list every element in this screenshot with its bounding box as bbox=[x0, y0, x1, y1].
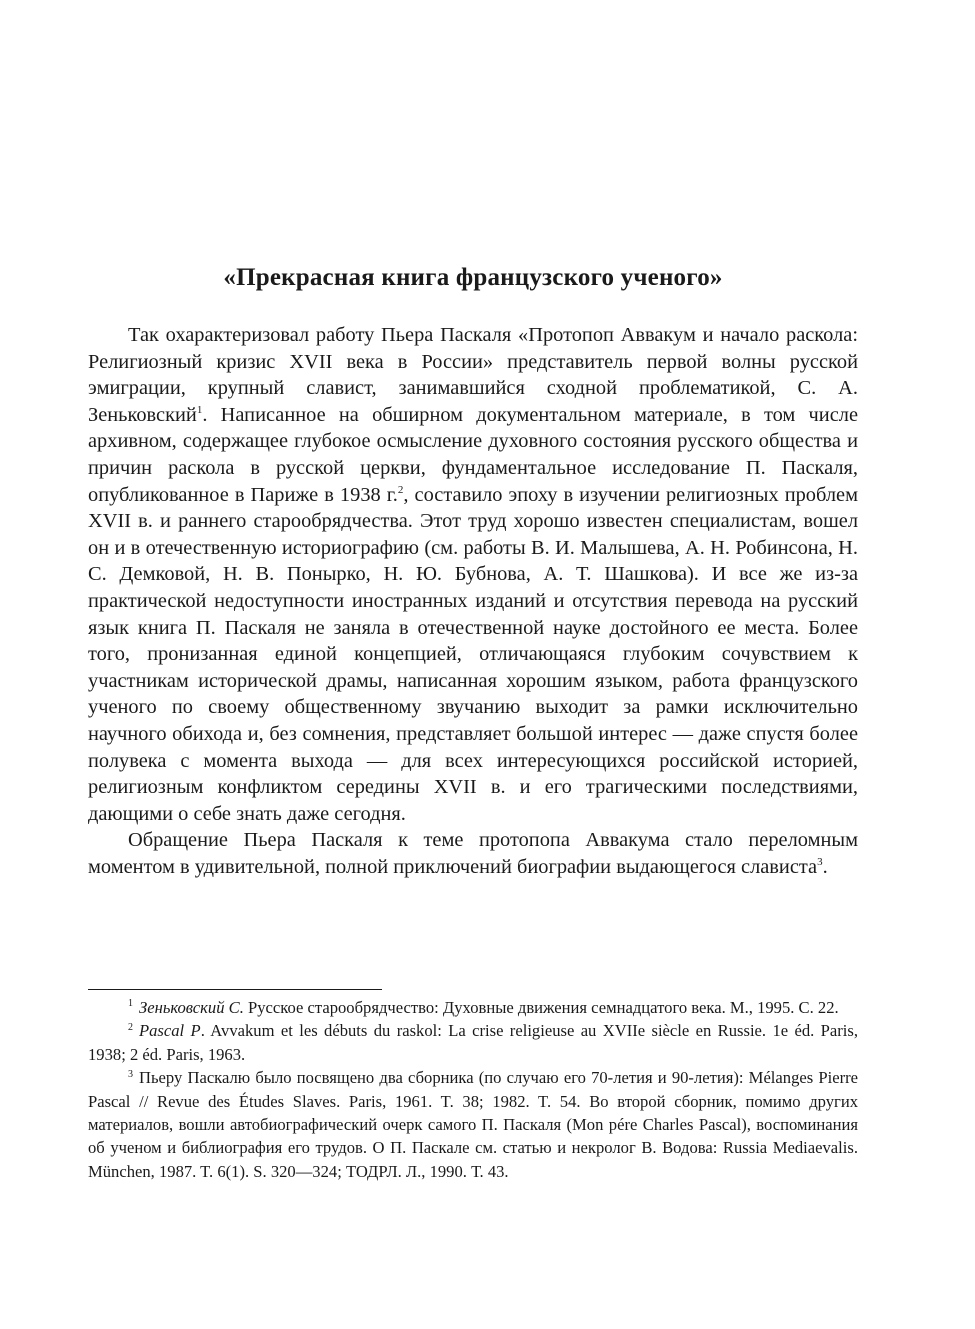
footnote-text: Пьеру Паскалю было посвящено два сборника (по случаю его 70-летия и 90-летия): Mélanges Pierre Pascal // Revue des Études Slaves. Paris, 1961. T. 38; 1982. T. 54. Во второй сборник, помимо других материалов, вошли автобиографический очерк самого П. Паскаля (Mon pére Charles Pascal), воспоминания об ученом и библиография его трудов. О П. Паскале см. статью и некролог В. Водова: Russia Mediaevalis. München, 1987. T. 6(1). S. 320—324; ТОДРЛ. Л., 1990. Т. 43. bbox=[88, 1068, 858, 1181]
paragraph-text: Обращение Пьера Паскаля к теме протопопа Аввакума стало переломным моментом в удивительной, полной приключений биографии выдающегося слависта bbox=[88, 829, 858, 878]
paragraph-text: Так охарактеризовал работу Пьера Паскаля «Протопоп Аввакум и начало раскола: Религиозный кризис XVII века в России» представитель первой волны русской эмиграции, крупный славист, занимавшийся сходной проблематикой, С. А. Зеньковский bbox=[88, 324, 858, 426]
footnote-text: . Avvakum et les débuts du raskol: La crise religieuse au XVIIe siècle en Russie. 1e éd. Paris, 1938; 2 éd. Paris, 1963. bbox=[88, 1021, 859, 1064]
footnote-author: Зеньковский С. bbox=[139, 998, 244, 1017]
footnote-ref-1[interactable]: 1 bbox=[196, 403, 203, 416]
footnote-2 bbox=[88, 1019, 858, 1066]
footnote-ref-3[interactable]: 3 bbox=[817, 856, 823, 869]
main-text bbox=[88, 322, 858, 880]
footnotes bbox=[88, 996, 858, 1183]
paragraph-text: , составило эпоху в изучении религиозных проблем XVII в. и раннего старообрядчества. Этот труд хорошо известен специалистам, вошел он и в отечественную историографию (см. работы В. И. Малышева, А. Н. Робинсона, Н. С. Демковой, Н. В. Понырко, Н. Ю. Бубнова, А. Т. Шашкова). И все же из-за практической недоступности иностранных изданий и отсутствия перевода на русский язык книга П. Паскаля не заняла в отечественной науке достойного ее места. Более того, пронизанная единой концепцией, отличающаяся глубоким сочувствием к участникам исторической драмы, написанная хорошим языком, работа французского ученого по своему общественному звучанию выходит за рамки исключительно научного обихода и, без сомнения, представляет большой интерес — даже спустя более полувека с момента выхода — для всех интересующихся российской историей, религиозным конфликтом середины XVII в. и его трагическими последствиями, дающими о себе знать даже сегодня. bbox=[88, 483, 858, 825]
footnote-ref-2[interactable]: 2 bbox=[397, 483, 404, 496]
footnote-3 bbox=[88, 1066, 858, 1183]
footnote-separator bbox=[88, 989, 382, 990]
footnote-text: Русское старообрядчество: Духовные движения семнадцатого века. М., 1995. С. 22. bbox=[243, 998, 839, 1017]
paragraph-text: . bbox=[822, 855, 828, 878]
footnote-mark: 2 bbox=[128, 1021, 133, 1033]
chapter-title: «Прекрасная книга французского ученого» bbox=[223, 264, 723, 291]
footnote-author: Pascal P bbox=[139, 1021, 201, 1041]
footnote-mark: 3 bbox=[128, 1068, 133, 1080]
paragraph-text: . Написанное на обширном документальном материале, в том числе архивном, содержащее глубокое осмысление духовного состояния русского общества и причин раскола в русской церкви, фундаментальное исследование П. Паскаля, опубликованное в Париже в 1938 г. bbox=[88, 403, 858, 506]
footnote-mark: 1 bbox=[128, 998, 133, 1010]
paragraph bbox=[88, 827, 858, 880]
paragraph bbox=[88, 322, 858, 827]
footnote-1 bbox=[88, 996, 858, 1019]
